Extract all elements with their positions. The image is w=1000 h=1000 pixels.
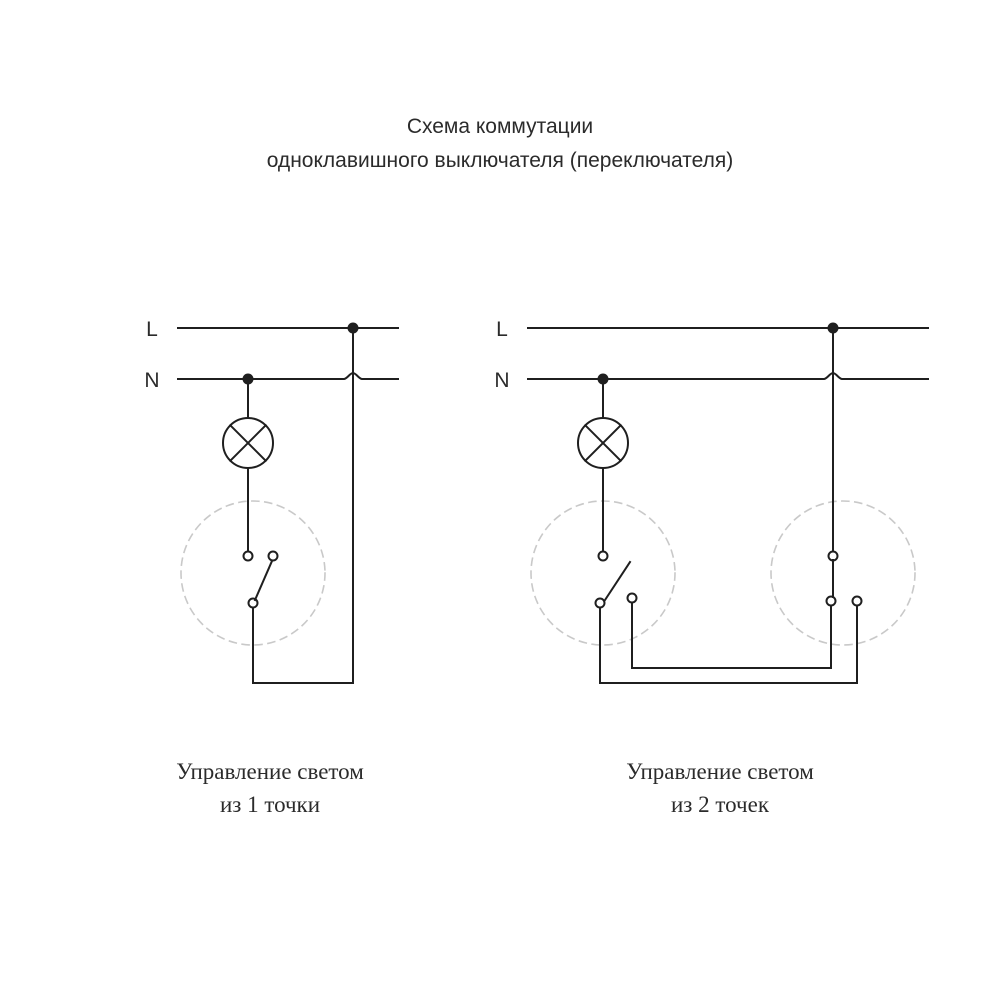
caption-two-points-line-2: из 2 точек — [671, 792, 769, 817]
switch1-terminal-b — [628, 594, 637, 603]
traveler-wire-1 — [600, 606, 857, 683]
traveler-wire-2 — [632, 603, 831, 668]
page-title-line-1: Схема коммутации — [406, 115, 594, 138]
neutral-conductor-N-2 — [528, 373, 928, 379]
caption-one-point-line-1: Управление светом — [176, 759, 364, 784]
switch-terminal-in — [244, 552, 253, 561]
diagram-two-points — [494, 318, 928, 683]
label-L-right: L — [496, 318, 508, 341]
caption-two-points — [520, 755, 920, 821]
switch1-blade — [605, 562, 630, 600]
neutral-conductor-N — [178, 373, 398, 379]
switch2-terminal-a — [827, 597, 836, 606]
switch1-terminal-common — [599, 552, 608, 561]
switch-blade — [255, 561, 272, 600]
switch2-terminal-b — [853, 597, 862, 606]
diagram-one-point — [144, 318, 398, 683]
caption-one-point-line-2: из 1 точки — [219, 792, 321, 817]
caption-one-point — [70, 755, 470, 821]
label-N-right: N — [494, 369, 510, 392]
caption-two-points-line-1: Управление светом — [626, 759, 814, 784]
switch1-terminal-a — [596, 599, 605, 608]
label-L-left: L — [146, 318, 158, 341]
switch-terminal-spare — [269, 552, 278, 561]
label-N-left: N — [144, 369, 160, 392]
switch-return-wire — [253, 328, 353, 683]
page-title-line-2: одноклавишного выключателя (переключателя) — [266, 149, 734, 172]
switch-enclosure-outline-2 — [771, 501, 915, 645]
